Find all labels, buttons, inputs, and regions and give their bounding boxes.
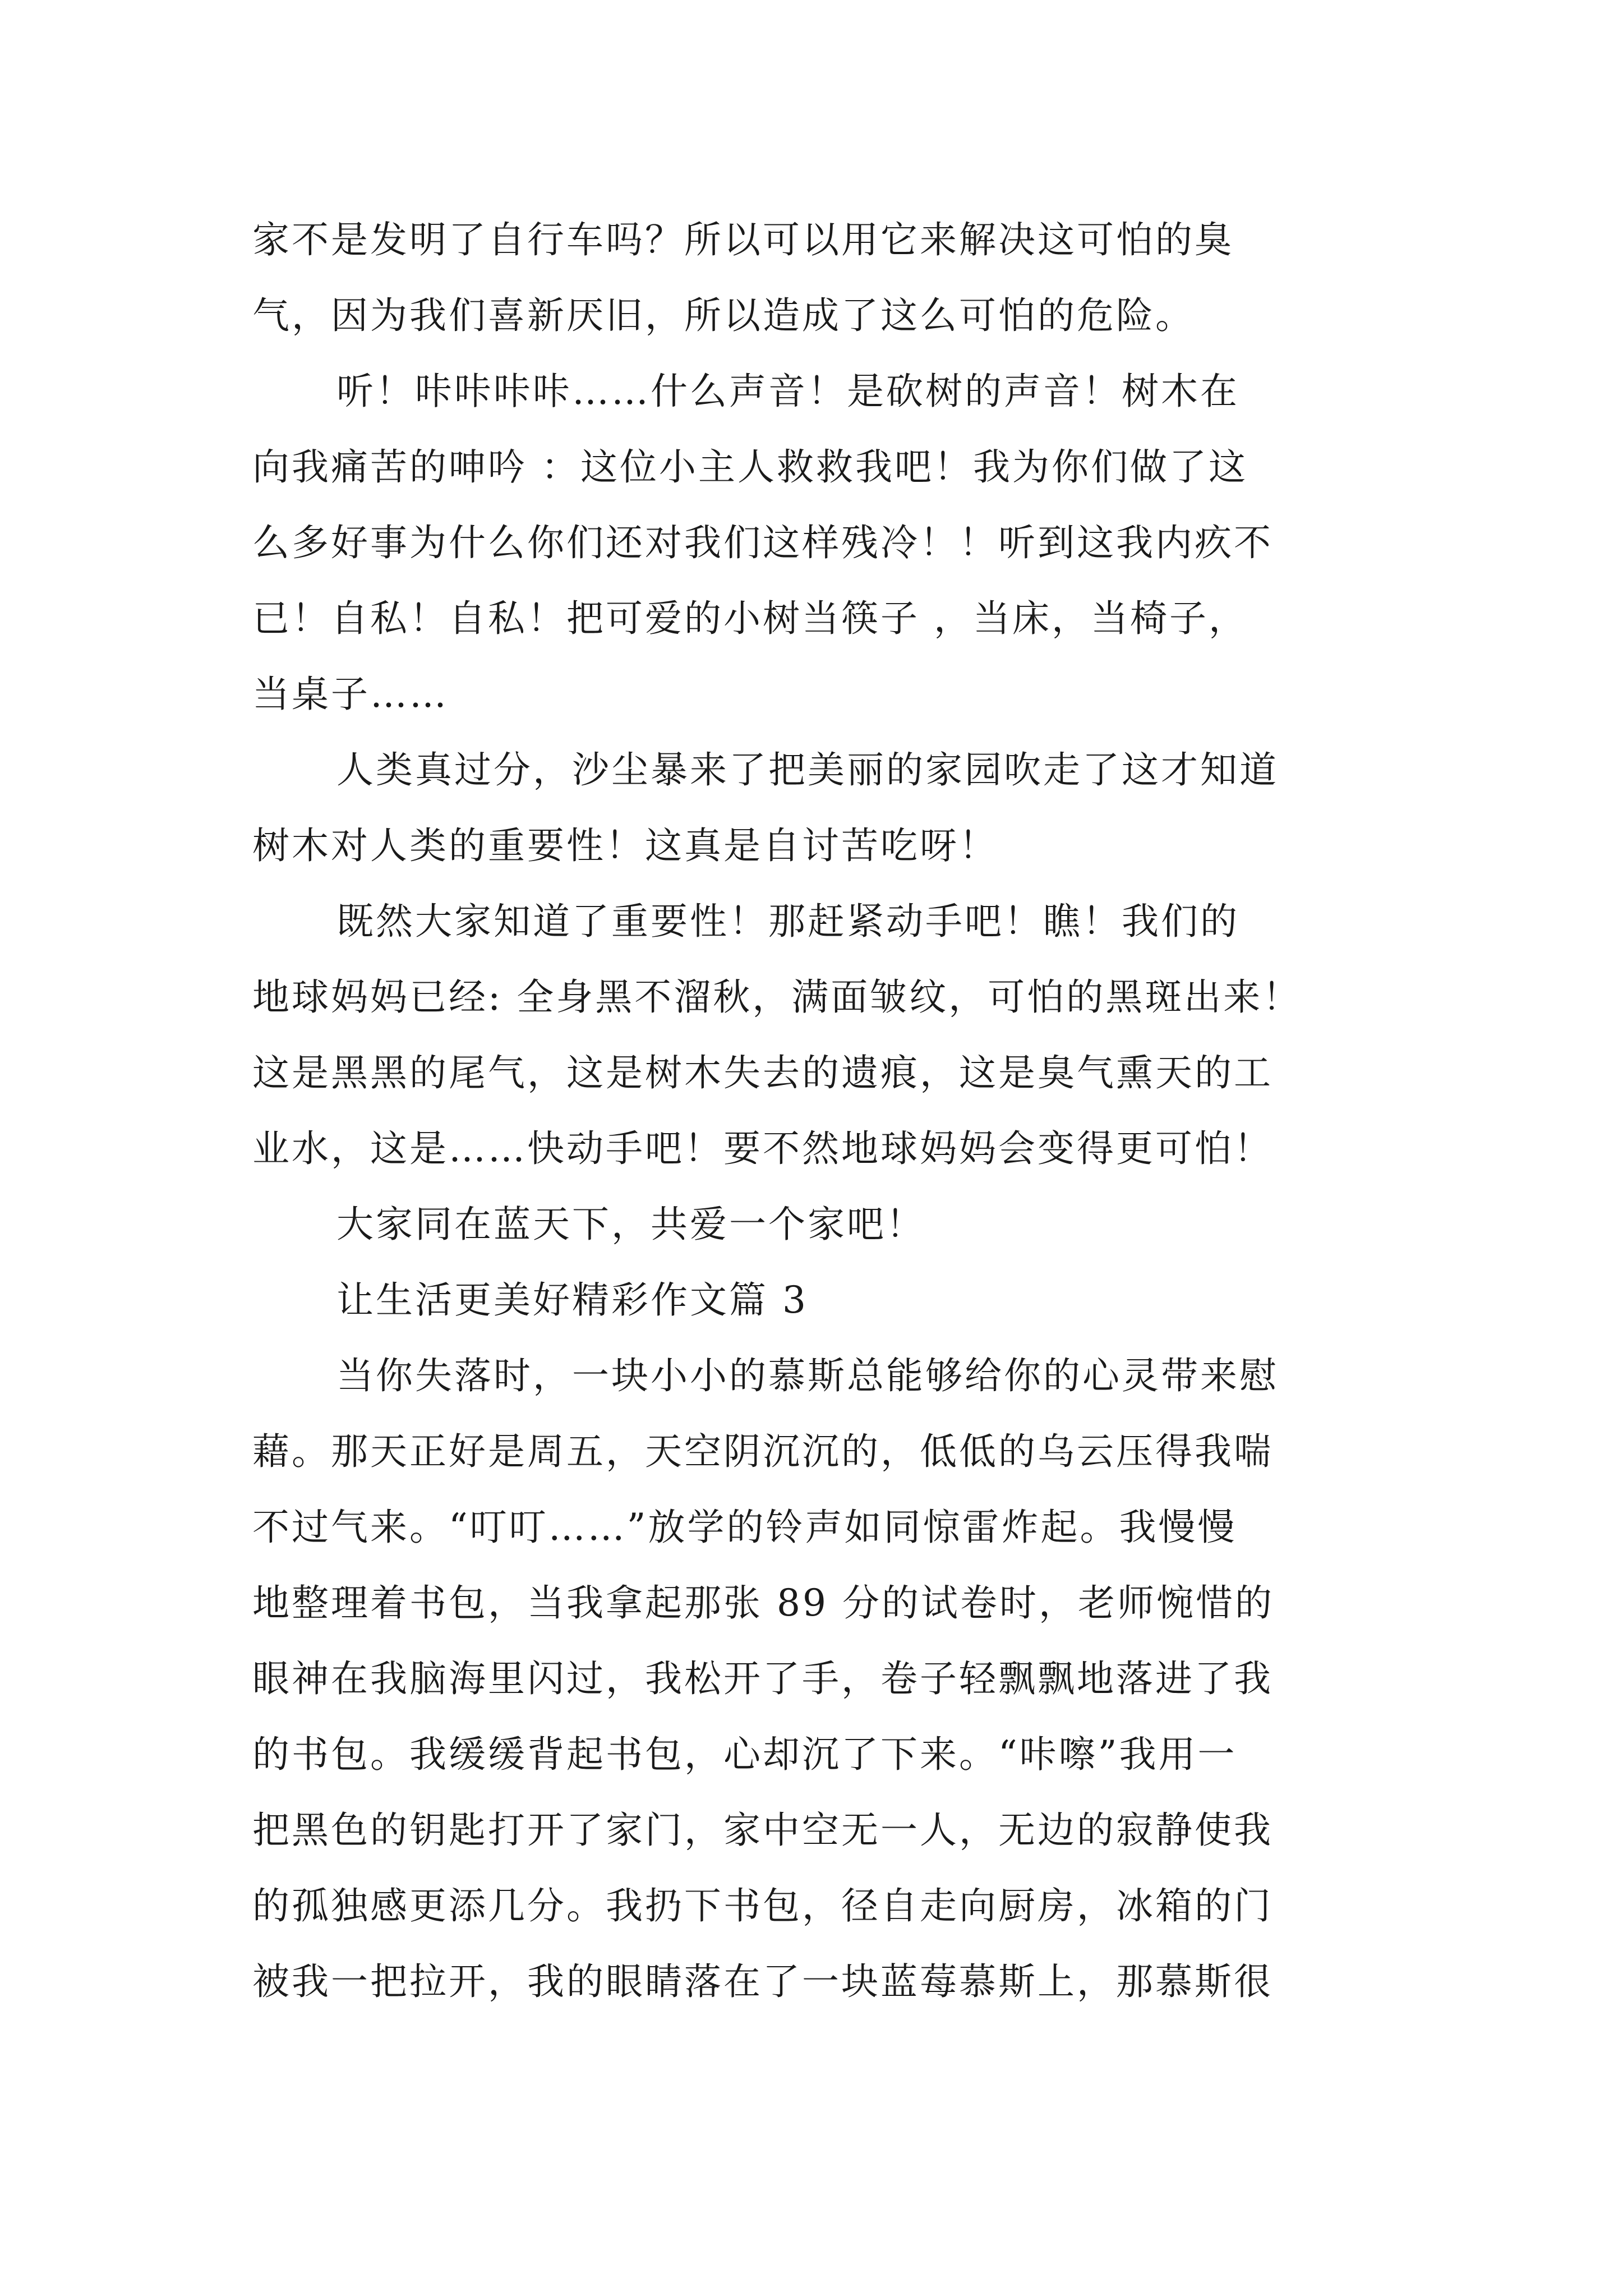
text-line: 的书包。我缓缓背起书包，心却沉了下来。“咔嚓”我用一 xyxy=(252,1733,1237,1776)
text-line: 当桌子…… xyxy=(252,673,449,716)
text-line: 已！自私！自私！把可爱的小树当筷子 ，当床，当椅子， xyxy=(252,597,1248,640)
text-line: 气，因为我们喜新厌旧，所以造成了这么可怕的危险。 xyxy=(252,294,1195,337)
paragraph-first-line: 人类真过分，沙尘暴来了把美丽的家园吹走了这才知道 xyxy=(336,748,1279,792)
text-line: 地球妈妈已经: 全身黑不溜秋，满面皱纹，可怕的黑斑出来！ xyxy=(252,976,1302,1019)
text-line: 把黑色的钥匙打开了家门，家中空无一人，无边的寂静使我 xyxy=(252,1809,1273,1852)
text-line: 不过气来。“叮叮……”放学的铃声如同惊雷炸起。我慢慢 xyxy=(252,1506,1237,1549)
text-line: 业水，这是……快动手吧！要不然地球妈妈会变得更可怕！ xyxy=(252,1127,1273,1170)
text-line: 的孤独感更添几分。我扔下书包，径自走向厨房，冰箱的门 xyxy=(252,1884,1273,1927)
text-line: 向我痛苦的呻吟 ：这位小主人救救我吧！我为你们做了这 xyxy=(252,445,1248,489)
section-heading: 让生活更美好精彩作文篇 3 xyxy=(336,1278,808,1322)
text-line: 树木对人类的重要性！这真是自讨苦吃呀！ xyxy=(252,824,998,867)
text-line: 地整理着书包，当我拿起那张 89 分的试卷时，老师惋惜的 xyxy=(252,1581,1274,1625)
text-line: 么多好事为什么你们还对我们这样残冷！！听到这我内疚不 xyxy=(252,521,1273,564)
text-line: 这是黑黑的尾气，这是树木失去的遗痕，这是臭气熏天的工 xyxy=(252,1051,1273,1094)
text-line: 眼神在我脑海里闪过，我松开了手，卷子轻飘飘地落进了我 xyxy=(252,1657,1273,1700)
paragraph-first-line: 大家同在蓝天下，共爱一个家吧！ xyxy=(336,1203,925,1246)
text-line: 藉。那天正好是周五，天空阴沉沉的，低低的乌云压得我喘 xyxy=(252,1430,1273,1473)
text-line: 家不是发明了自行车吗？所以可以用它来解决这可怕的臭 xyxy=(252,218,1234,261)
paragraph-first-line: 听！咔咔咔咔……什么声音！是砍树的声音！树木在 xyxy=(336,370,1239,413)
paragraph-first-line: 当你失落时，一块小小的慕斯总能够给你的心灵带来慰 xyxy=(336,1354,1279,1397)
text-line: 被我一把拉开，我的眼睛落在了一块蓝莓慕斯上，那慕斯很 xyxy=(252,1960,1273,2003)
paragraph-first-line: 既然大家知道了重要性！那赶紧动手吧！瞧！我们的 xyxy=(336,900,1239,943)
